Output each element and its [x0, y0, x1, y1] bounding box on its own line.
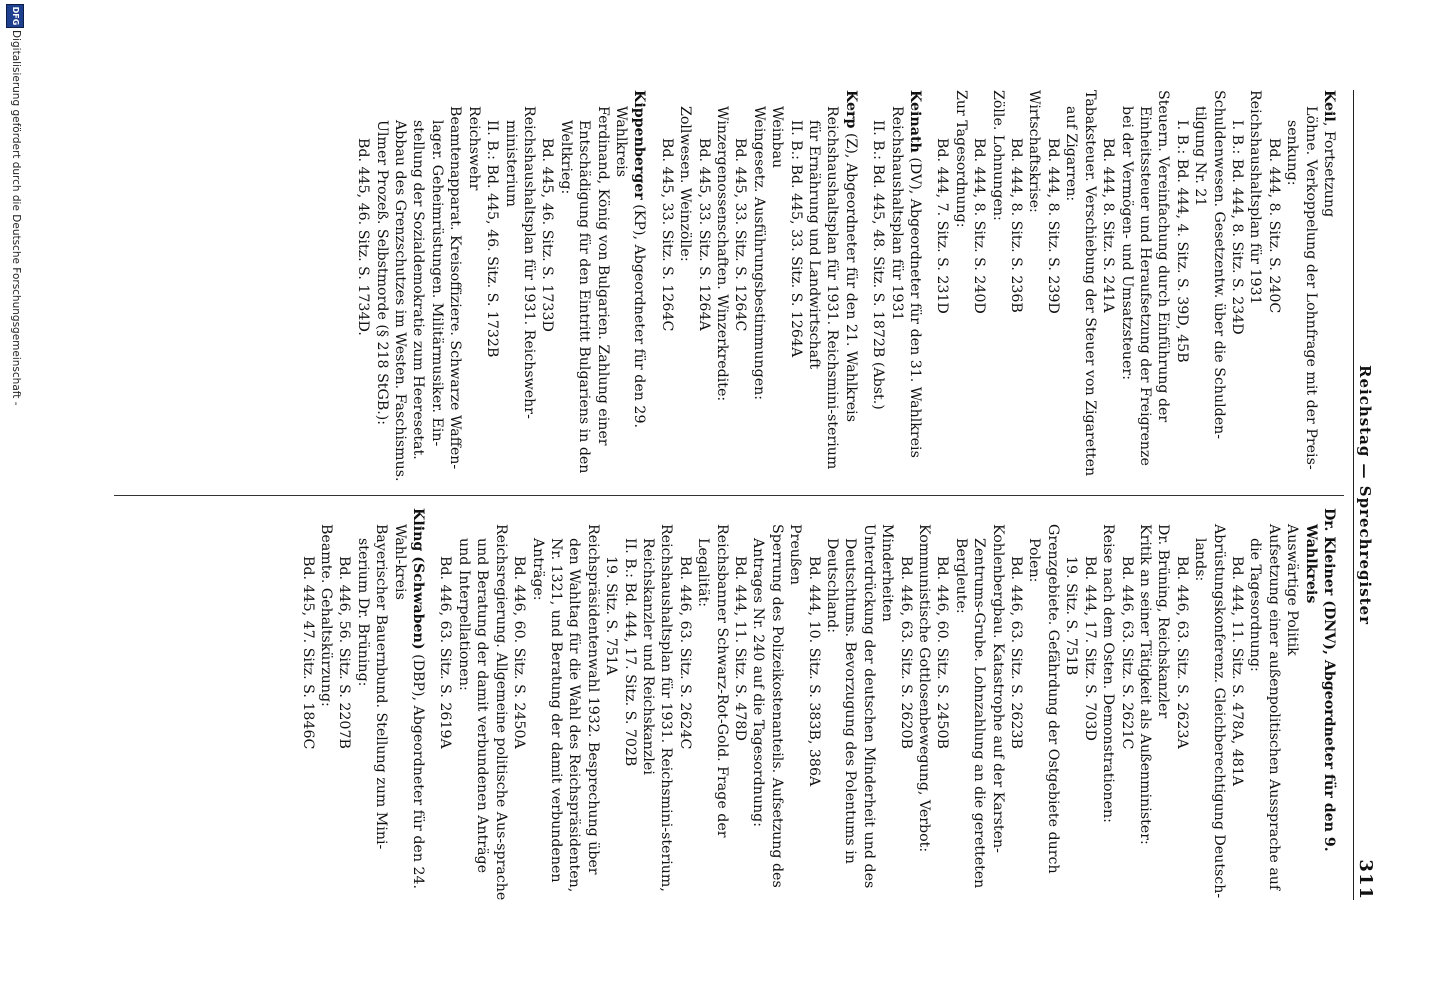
- reference-line: Bd. 444, 8. Sitz. S. 239D: [1044, 138, 1061, 314]
- speaker-heading: [906, 90, 924, 485]
- topic-line: Reichshaushaltsplan für 1931. Reichsmini-sterium für Ernährung und Landwirtschaft: [806, 106, 841, 470]
- header-rule: [1353, 90, 1354, 900]
- reference-line: II. B.: Bd. 445, 48. Sitz. S. 1872B (Abst.): [870, 120, 887, 410]
- speaker-heading: [1301, 508, 1338, 903]
- reference-line: Bd. 446, 63. Sitz. S. 2620B: [897, 556, 914, 749]
- entry-spacer: [860, 90, 869, 485]
- reference-line: Bd. 445, 47. Sitz. S. 1846C: [299, 556, 316, 750]
- topic-line: Schuldenwesen. Gesetzentw. über die Schulden-tilgung Nr. 21: [1192, 90, 1227, 440]
- reference-line: Bd. 445, 46. Sitz. S. 1733D: [539, 138, 556, 332]
- speaker-name: Kerp: [842, 90, 859, 129]
- topic-line: Abrüstungskonferenz. Gleichberechtigung Deutsch-lands:: [1192, 524, 1227, 899]
- right-column: [298, 508, 1338, 903]
- topic-line: Reichswehr: [465, 106, 482, 191]
- speaker-name: Kling (Schwaben): [410, 508, 427, 650]
- speaker-affiliation: (DBP), Abgeordneter für den 24. Wahl-kreis: [391, 524, 427, 890]
- reference-line: 19. Sitz. S. 751A: [603, 556, 620, 676]
- reference-line: Bd. 444, 11. Sitz. S. 478D: [732, 556, 748, 741]
- dfg-logo: DFG: [6, 4, 24, 28]
- topic-line: Reichsregierung. Allgemeine politische Aus-sprache und Beratung der damit verbundenen Anträge und Interpellationen:: [455, 524, 509, 901]
- page-number: 311: [1355, 859, 1376, 900]
- reference-line: Bd. 446, 63. Sitz. S. 2623A: [1173, 556, 1190, 749]
- topic-line: Sperrung des Polizeikostenanteils. Aufsetzung des Antrages Nr. 240 auf die Tagesordnung:: [750, 524, 785, 888]
- topic-line: Auswärtige Politik: [1284, 524, 1301, 656]
- speaker-heading: [612, 90, 649, 485]
- topic-line: Reichsbanner Schwarz-Rot-Gold. Frage der Legalität:: [695, 524, 730, 838]
- left-column: [354, 90, 1338, 485]
- reference-line: Bd. 444, 8. Sitz. S. 240D: [971, 138, 988, 314]
- topic-line: Bayerischer Bauernbund. Stellung zum Mini-sterium Dr. Brüning:: [354, 524, 390, 850]
- speaker-affiliation: (DNV), Abgeordneter für den 9. Wahlkreis: [1302, 524, 1337, 852]
- topic-line: Zollwesen. Weinzölle:: [677, 106, 694, 262]
- speaker-name: Keinath: [907, 90, 924, 153]
- reference-line: Bd. 446, 60. Sitz. S. 2450A: [511, 556, 528, 749]
- reference-line: Bd. 445, 33. Sitz. S. 1264C: [732, 138, 749, 332]
- speaker-heading: [390, 508, 427, 903]
- topic-line: Reichshaushaltsplan für 1931. Reichsmini-sterium, Reichskanzler und Reichskanzlei: [639, 524, 675, 892]
- reference-line: Bd. 445, 46. Sitz. S. 1734D.: [355, 138, 372, 336]
- topic-line: Ferdinand, König von Bulgarien. Zahlung einer Entschädigung für den Eintritt Bulgariens in den Weltkrieg:: [557, 106, 611, 474]
- speaker-affiliation: , Fortsetzung: [1321, 121, 1337, 218]
- topic-line: Zur Tagesordnung:: [952, 90, 969, 228]
- topic-line: Dr. Brüning, Reichskanzler: [1155, 524, 1172, 719]
- topic-line: Reichshaushaltsplan für 1931. Reichswehr-ministerium: [502, 106, 537, 419]
- topic-line: Preußen: [787, 524, 804, 585]
- reference-line: Bd. 445, 33. Sitz. S. 1264C: [658, 138, 675, 332]
- reference-line: I. B.: Bd. 444, 8. Sitz. S. 234D: [1228, 120, 1245, 335]
- topic-line: Grenzgebiete. Gefährdung der Ostgebiete durch Polen:: [1026, 524, 1061, 874]
- reference-line: 19. Sitz. S. 751B: [1063, 556, 1080, 676]
- reference-line: Bd. 444, 11. Sitz. S. 478A, 481A: [1228, 556, 1245, 787]
- speaker-name: Dr. Kleiner: [1321, 508, 1337, 596]
- topic-line: Weinbau: [769, 106, 786, 169]
- entry-spacer: [924, 90, 933, 485]
- topic-line: Beamte. Gehaltskürzung:: [318, 524, 335, 707]
- reference-line: I. B.: Bd. 444, 4. Sitz. S. 39D, 45B: [1173, 120, 1190, 363]
- page-header-title: Reichstag — Sprechregister: [1356, 364, 1374, 626]
- speaker-name: Keil: [1321, 90, 1337, 122]
- topic-line: Unterdrückung der deutschen Minderheit und des Deutschtums. Bevorzugung des Polentums in Deutschland:: [824, 524, 877, 889]
- reference-line: Bd. 444, 17. Sitz. S. 703D: [1081, 556, 1098, 741]
- reference-line: Bd. 444, 7. Sitz. S. 231D: [934, 138, 951, 314]
- speaker-name: Kippenberger: [631, 90, 648, 200]
- topic-line: Zölle. Lohnungen:: [989, 90, 1006, 221]
- footer: [4, 0, 26, 1000]
- reference-line: Bd. 444, 8. Sitz. S. 240C: [1265, 138, 1282, 314]
- reference-line: II. B.: Bd. 445, 33. Sitz. S. 1264A: [787, 120, 804, 358]
- topic-line: Wirtschaftskrise:: [1026, 90, 1043, 213]
- speaker-affiliation: (KP), Abgeordneter für den 29. Wahlkreis: [612, 106, 648, 428]
- reference-line: Bd. 446, 63. Sitz. S. 2621C: [1118, 556, 1135, 750]
- topic-line: Kritik an seiner Tätigkeit als Außenminister:: [1136, 524, 1153, 845]
- entry-spacer: [648, 90, 657, 485]
- topic-line: Steuern. Vereinfachung durch Einführung der Einheitssteuer und Heraufsetzung der Freigrenze bei der Vermögen- und Umsatzsteuer:: [1118, 90, 1172, 466]
- reference-line: II. B.: Bd. 444, 17. Sitz. S. 702B: [621, 538, 638, 767]
- topic-line: Reichshaushaltsplan für 1931: [1247, 90, 1264, 305]
- entry-spacer: [427, 508, 436, 903]
- topic-line: Winzergenossenschaften. Winzerkredite:: [714, 106, 730, 402]
- reference-line: Bd. 446, 60. Sitz. S. 2450B: [934, 556, 951, 749]
- reference-line: Bd. 444, 10. Sitz. S. 383B, 386A: [805, 556, 822, 787]
- topic-line: Löhne. Verkoppelung der Lohnfrage mit der Preis-senkung:: [1284, 106, 1319, 470]
- topic-line: Kommunistische Gottlosenbewegung, Verbot:: [916, 524, 933, 853]
- topic-line: Reise nach dem Osten. Demonstrationen:: [1100, 524, 1117, 823]
- topic-line: Aufsetzung einer außenpolitischen Aussprache auf die Tagesordnung:: [1247, 524, 1282, 891]
- column-divider: [114, 495, 1344, 496]
- topic-line: Kohlenbergbau. Katastrophe auf der Karsten-Zentrums-Grube. Lohnzahlung an die geretteten Bergleute:: [952, 524, 1006, 889]
- topic-line: Tabaksteuer. Verschiebung der Steuer von Zigaretten auf Zigarren:: [1063, 90, 1098, 477]
- topic-line: Reichspräsidentenwahl 1932. Besprechung über den Wahltag für die Wahl des Reichspräsidenten, Nr. 1321, und Beratung der damit verbundenen Anträge:: [529, 524, 601, 893]
- reference-line: II. B.: Bd. 445, 46. Sitz. S. 1732B: [484, 120, 501, 358]
- reference-line: Bd. 446, 56. Sitz. S. 2207B: [336, 556, 353, 749]
- topic-line: Reichshaushaltsplan für 1931: [888, 106, 905, 321]
- speaker-heading: [1320, 90, 1338, 485]
- reference-line: Bd. 445, 33. Sitz. S. 1264A: [695, 138, 712, 331]
- speaker-affiliation: (Z), Abgeordneter für den 21. Wahlkreis: [842, 128, 859, 422]
- reference-line: Bd. 446, 63. Sitz. S. 2619A: [437, 556, 454, 749]
- topic-line: Weingesetz. Ausführungsbestimmungen:: [750, 106, 767, 401]
- speaker-affiliation: (DV), Abgeordneter für den 31. Wahlkreis: [907, 152, 924, 458]
- topic-line: Beamtenapparat. Kreisoffiziere. Schwarze Waffen-lager. Geheimrüstungen. Militärmusiker. Ein-stellung der Sozialdemokratie zum Heeresetat. Abbau des Grenzschutzes im Westen. Faschismus. Ulmer Prozeß. Selbstmorde (§ 218 StGB.):: [373, 106, 464, 482]
- reference-line: Bd. 446, 63. Sitz. S. 2624C: [676, 556, 693, 750]
- footer-text: Digitalisierung gefördert durch die Deutsche Forschungsgemeinschaft -: [10, 30, 22, 406]
- reference-line: Bd. 446, 63. Sitz. S. 2623B: [1008, 556, 1025, 749]
- reference-line: Bd. 444, 8. Sitz. S. 236B: [1008, 138, 1025, 313]
- topic-line: Minderheiten: [879, 524, 896, 622]
- speaker-heading: [841, 90, 859, 485]
- reference-line: Bd. 444, 8. Sitz. S. 241A: [1100, 138, 1117, 313]
